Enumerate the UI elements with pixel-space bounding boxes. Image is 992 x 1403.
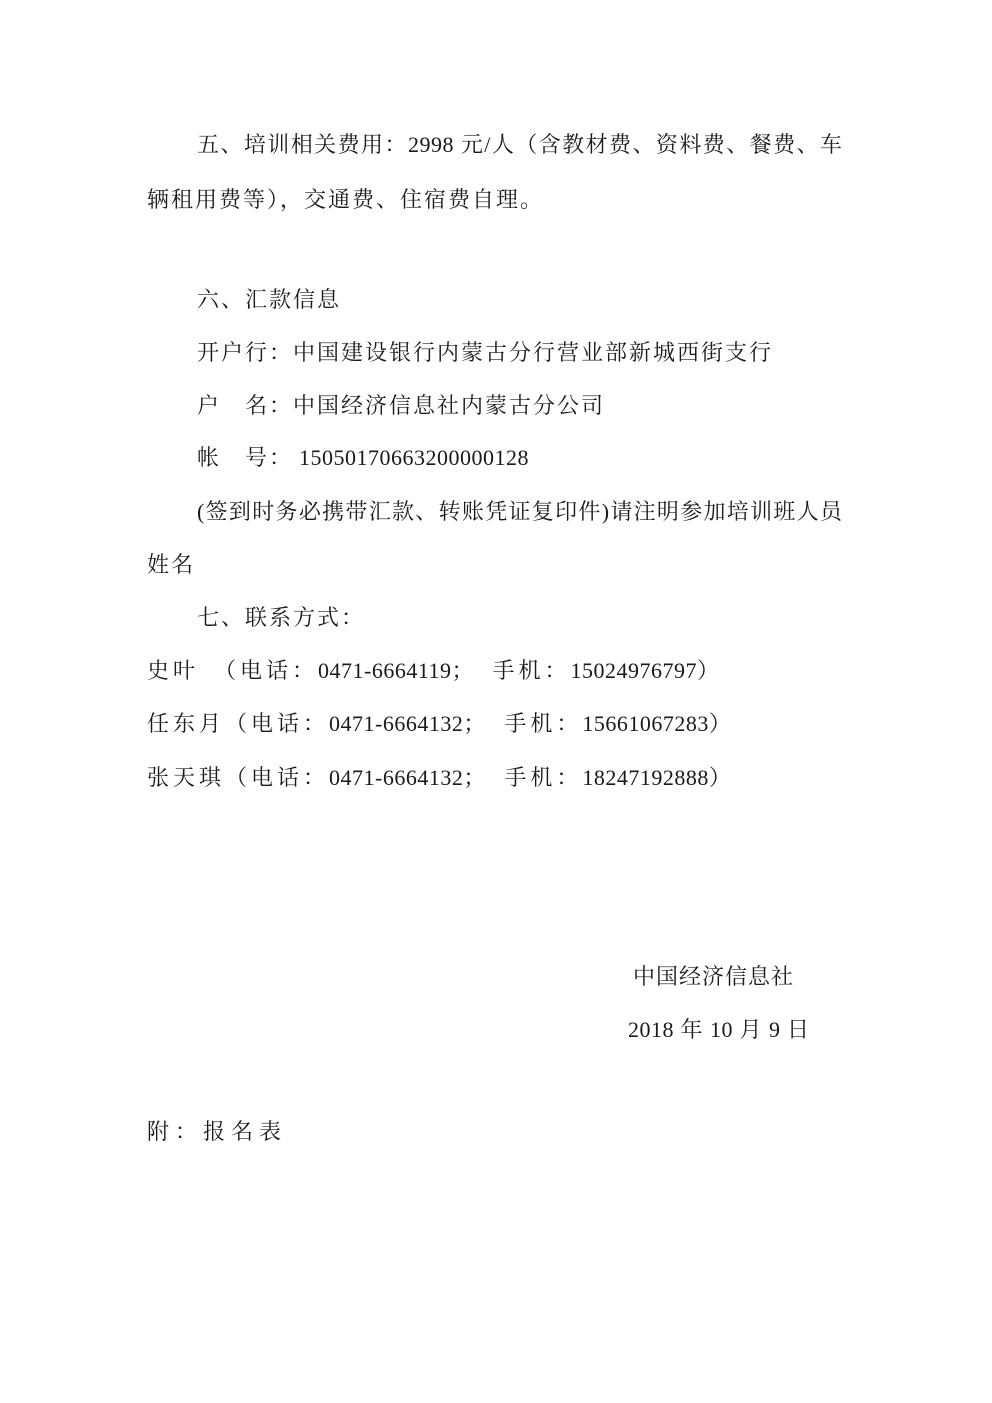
contact-mobile: 18247192888	[582, 765, 709, 790]
contact-end-paren: ）	[697, 658, 724, 683]
contact-mobile: 15661067283	[582, 711, 709, 736]
contact-mid-label: ； 手机：	[463, 765, 583, 790]
date-day-unit: 日	[780, 1017, 811, 1042]
contact-row	[147, 656, 723, 686]
contact-name-label: 任东月（电话：	[147, 711, 330, 736]
signature-organization: 中国经济信息社	[633, 964, 795, 989]
date-day: 9	[769, 1017, 781, 1042]
date-year: 2018	[628, 1017, 674, 1042]
contact-phone: 0471-6664132	[329, 765, 464, 790]
account-number-label: 帐 号：	[197, 445, 294, 470]
account-number-line	[197, 443, 529, 473]
attachment-note: 附：报名表	[147, 1119, 288, 1144]
date-year-unit: 年	[674, 1017, 711, 1042]
fees-amount: 2998	[407, 132, 454, 157]
fees-text-post: 元/人（含教材费、资料费、餐费、车	[453, 132, 842, 157]
contact-mid-label: ； 手机：	[451, 658, 571, 683]
contact-mobile: 15024976797	[570, 658, 698, 683]
contact-phone: 0471-6664119	[318, 658, 452, 683]
date-month-unit: 月	[733, 1017, 770, 1042]
contact-section-heading: 七、联系方式：	[197, 605, 366, 630]
contact-mid-label: ； 手机：	[463, 711, 583, 736]
contact-phone: 0471-6664132	[329, 711, 464, 736]
remittance-section-heading: 六、汇款信息	[197, 287, 342, 312]
fees-paragraph-line-1	[147, 130, 842, 160]
contact-end-paren: ）	[708, 765, 735, 790]
contact-row	[147, 709, 735, 739]
remittance-note-line-2: 姓名	[147, 552, 196, 577]
contact-end-paren: ）	[708, 711, 735, 736]
fees-text-pre: 五、培训相关费用：	[197, 132, 408, 157]
fees-paragraph-line-2: 辆租用费等），交通费、住宿费自理。	[147, 187, 545, 212]
contact-name-label: 张天琪（电话：	[147, 765, 330, 790]
signature-date	[628, 1015, 810, 1045]
account-number-value: 15050170663200000128	[293, 445, 530, 470]
date-month: 10	[710, 1017, 734, 1042]
contact-row	[147, 763, 735, 793]
contact-name-label: 史叶 （电话：	[147, 658, 319, 683]
account-name-line: 户 名：中国经济信息社内蒙古分公司	[197, 393, 606, 418]
remittance-note-line-1: (签到时务必携带汇款、转账凭证复印件)请注明参加培训班人员	[197, 499, 842, 524]
bank-name-line: 开户行：中国建设银行内蒙古分行营业部新城西街支行	[197, 340, 774, 365]
